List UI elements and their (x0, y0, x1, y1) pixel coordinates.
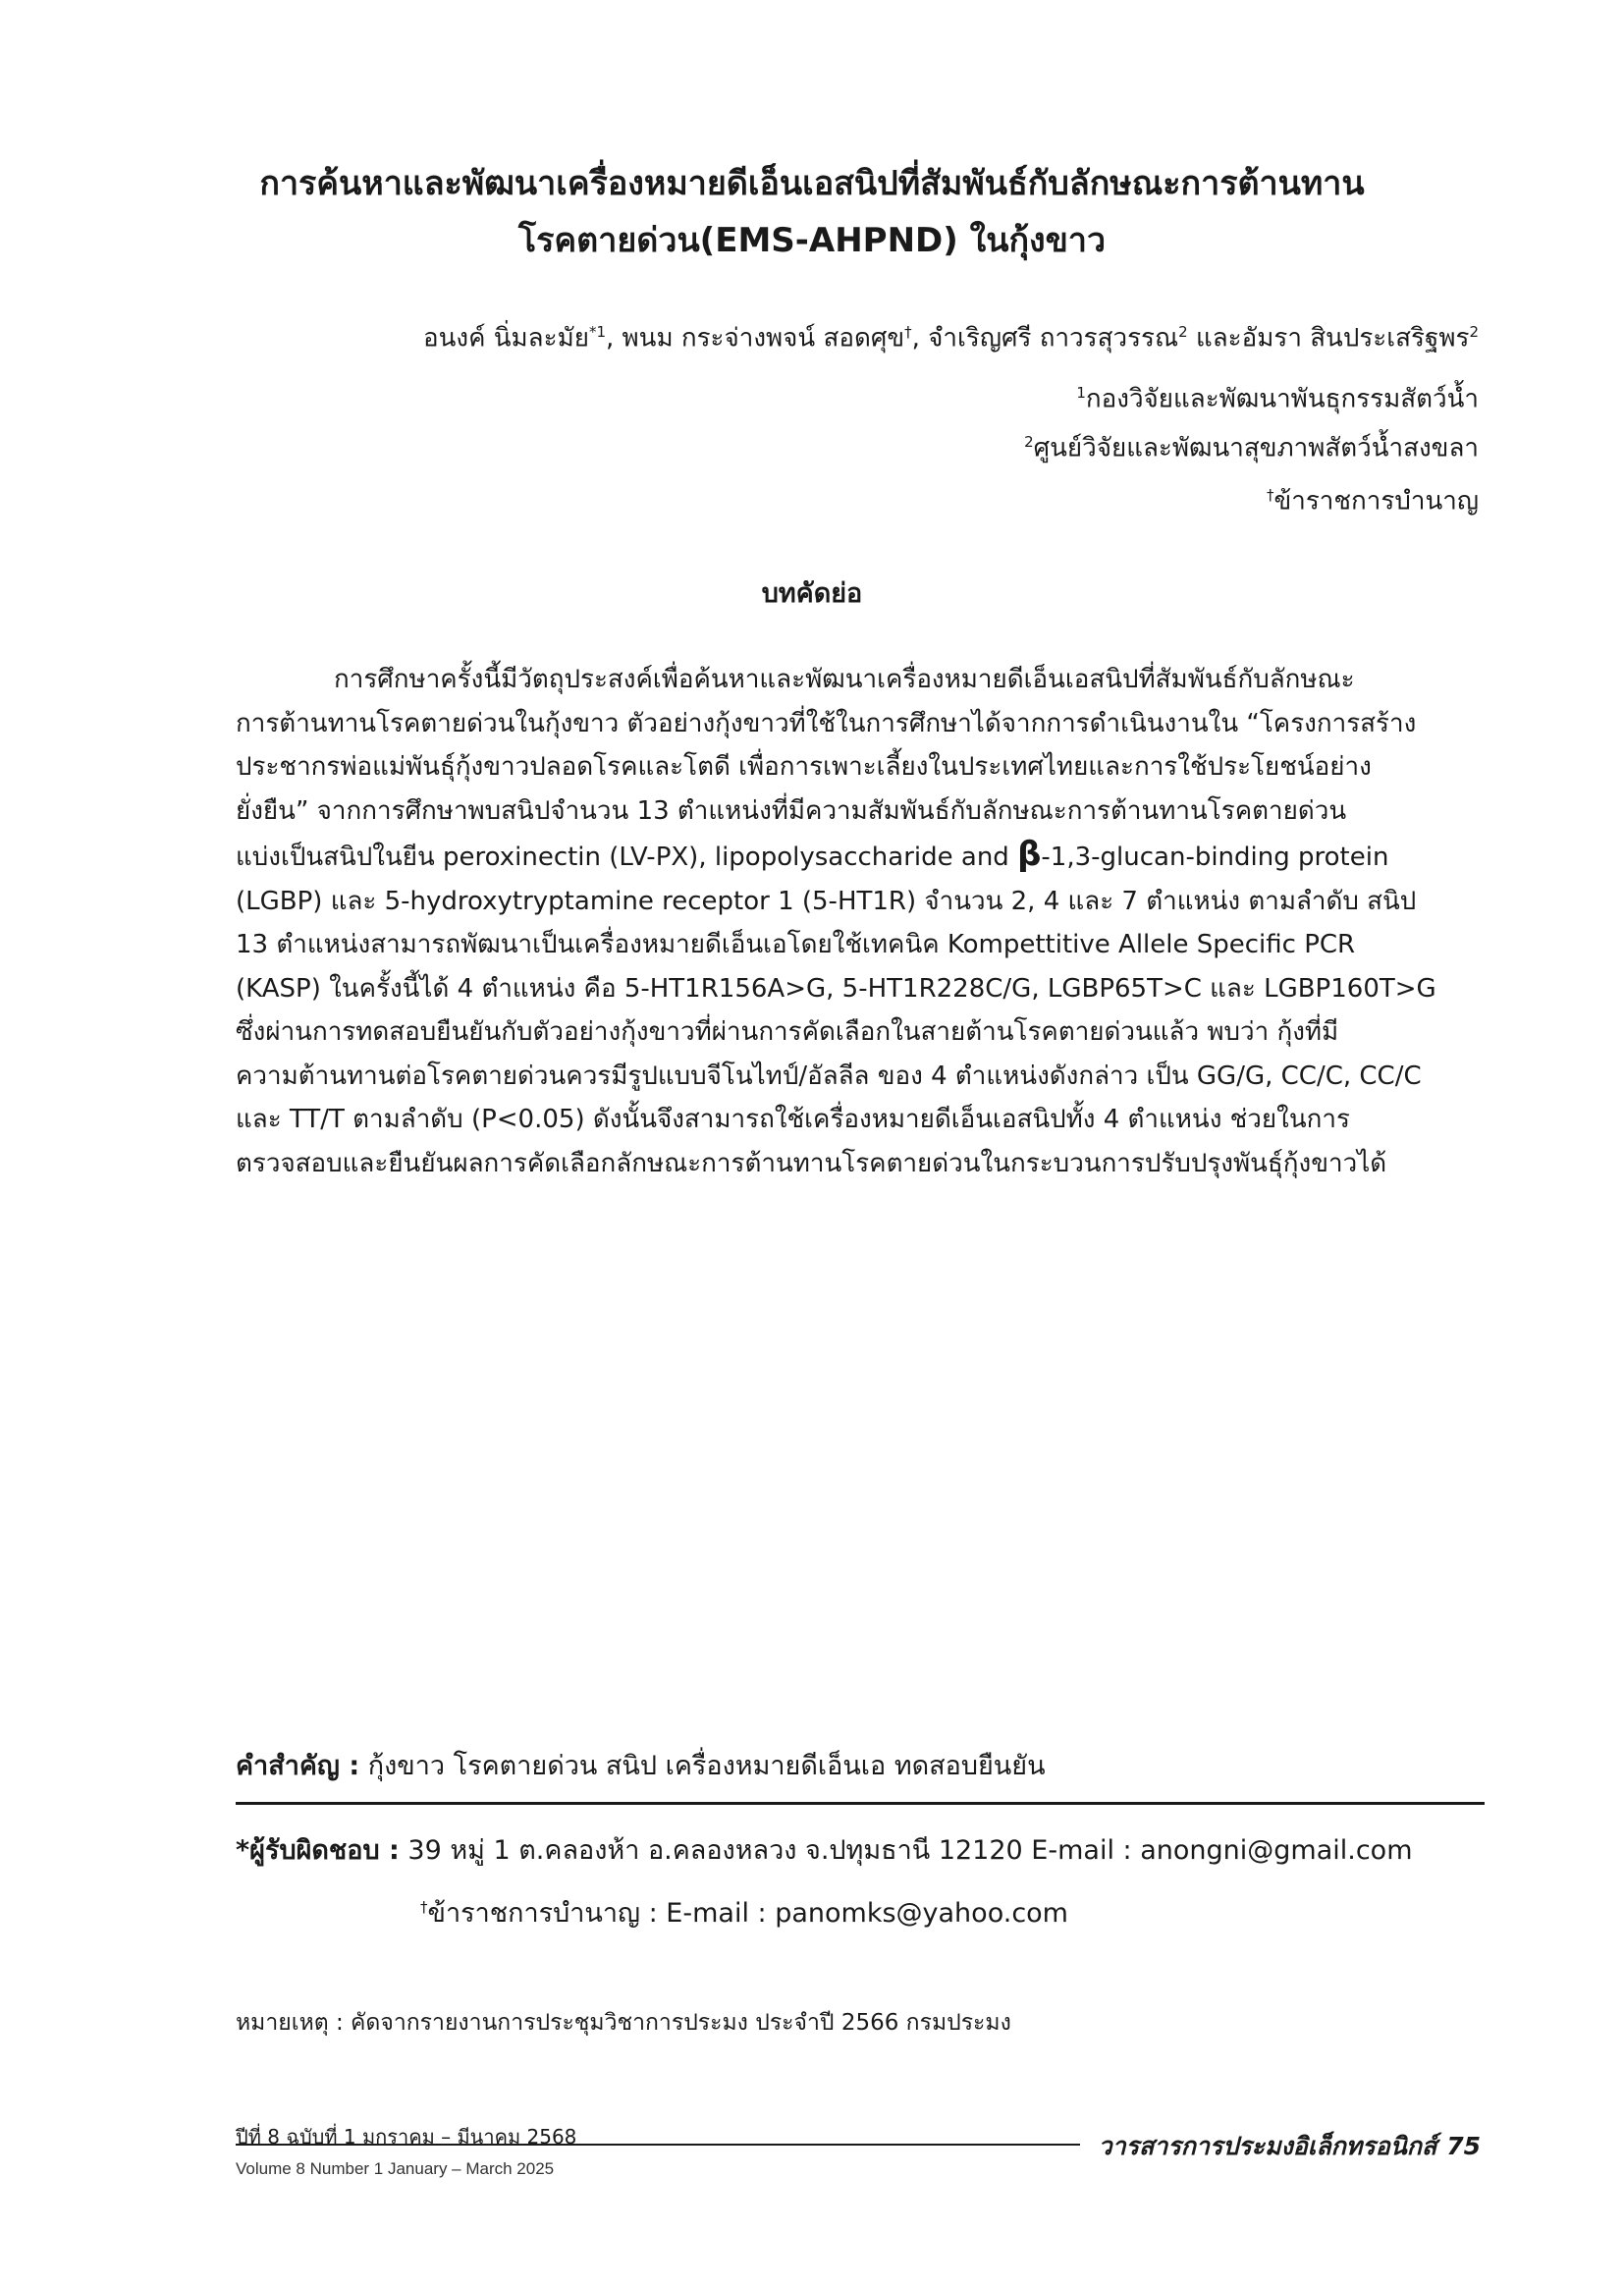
affiliation-mark: † (1266, 486, 1274, 504)
keywords-text: กุ้งขาว โรคตายด่วน สนิป เครื่องหมายดีเอ็นเอ ทดสอบยืนยัน (359, 1751, 1046, 1781)
affiliation-mark: 1 (1076, 384, 1086, 402)
author-affiliation-mark: † (904, 323, 912, 341)
journal-name: วารสารการประมงอิเล็กทรอนิกส์ (1098, 2132, 1437, 2160)
page-number: 75 (1446, 2132, 1481, 2160)
footer-issue-thai: ปีที่ 8 ฉบับที่ 1 มกราคม – มีนาคม 2568 (236, 2125, 577, 2149)
abstract-line: ประชากรพ่อแม่พันธุ์กุ้งขาวปลอดโรคและโตดี เพื่อการเพาะเลี้ยงในประเทศไทยและการใช้ประโยชน์อย่าง (236, 752, 1372, 782)
retired-official-contact (420, 1891, 1068, 1933)
dagger-mark: † (420, 1898, 428, 1916)
author-affiliation-mark: *1 (588, 323, 606, 341)
affiliation-mark: 2 (1024, 433, 1034, 451)
beta-symbol: β (1017, 835, 1042, 874)
footer-issue-english: Volume 8 Number 1 January – March 2025 (236, 2159, 555, 2178)
abstract-line: ความต้านทานต่อโรคตายด่วนควรมีรูปแบบจีโนไทป์/อัลลีล ของ 4 ตำแหน่งดังกล่าว เป็น GG/G, CC/C, CC/C (236, 1061, 1422, 1091)
affiliation-2 (1024, 422, 1479, 468)
author-name: อนงค์ นิ่มละมัย (423, 323, 589, 354)
corresponding-author (236, 1828, 1413, 1871)
abstract-text: แบ่งเป็นสนิปในยีน peroxinectin (LV-PX), lipopolysaccharide and (236, 843, 1018, 872)
author-affiliation-mark: 2 (1469, 323, 1479, 341)
abstract-line: และ TT/T ตามลำดับ (P<0.05) ดังนั้นจึงสามารถใช้เครื่องหมายดีเอ็นเอสนิปทั้ง 4 ตำแหน่ง ช่วยในการ (236, 1105, 1350, 1134)
abstract-line: (KASP) ในครั้งนี้ได้ 4 ตำแหน่ง คือ 5-HT1R156A>G, 5-HT1R228C/G, LGBP65T>C และ LGBP160T>G (236, 973, 1436, 1004)
abstract-line: การศึกษาครั้งนี้มีวัตถุประสงค์เพื่อค้นหาและพัฒนาเครื่องหมายดีเอ็นเอสนิปที่สัมพันธ์กับลักษณะ (334, 665, 1355, 694)
paper-title-line-1: การค้นหาและพัฒนาเครื่องหมายดีเอ็นเอสนิปที่สัมพันธ์กับลักษณะการต้านทาน (259, 164, 1365, 203)
abstract-line: ตรวจสอบและยืนยันผลการคัดเลือกลักษณะการต้านทานโรคตายด่วนในกระบวนการปรับปรุงพันธุ์กุ้งขาวได้ (236, 1148, 1387, 1178)
note: หมายเหตุ : คัดจากรายงานการประชุมวิชาการประมง ประจำปี 2566 กรมประมง (236, 2010, 1011, 2036)
paper-title-line-2: โรคตายด่วน(EMS-AHPND) ในกุ้งขาว (517, 221, 1107, 260)
keywords (236, 1744, 1046, 1786)
abstract-heading: บทคัดย่อ (761, 578, 863, 609)
footer-divider (236, 2144, 1080, 2146)
divider (236, 1802, 1485, 1805)
abstract-line: ซึ่งผ่านการทดสอบยืนยันกับตัวอย่างกุ้งขาวที่ผ่านการคัดเลือกในสายต้านโรคตายด่วนแล้ว พบว่า กุ้งที่มี (236, 1017, 1339, 1047)
corresponding-label: *ผู้รับผิดชอบ : (236, 1835, 400, 1866)
abstract-line (236, 833, 1487, 880)
author-conjunction: และ (1187, 323, 1242, 354)
footer-journal (1099, 2127, 1481, 2166)
abstract-line: ยั่งยืน” จากการศึกษาพบสนิปจำนวน 13 ตำแหน่งที่มีความสัมพันธ์กับลักษณะการต้านทานโรคตายด่วน (236, 795, 1347, 826)
abstract-line: การต้านทานโรคตายด่วนในกุ้งขาว ตัวอย่างกุ้งขาวที่ใช้ในการศึกษาได้จากการดำเนินงานใน “โครงการสร้าง (236, 708, 1417, 738)
affiliation-1 (1076, 373, 1479, 419)
author-separator: , (911, 323, 929, 354)
abstract-body (236, 658, 1487, 1185)
author-separator: , (606, 323, 623, 354)
affiliation-text: กองวิจัยและพัฒนาพันธุกรรมสัตว์น้ำ (1085, 384, 1479, 414)
author-name: พนม กระจ่างพจน์ สอดศุข (622, 323, 905, 354)
keywords-label: คำสำคัญ : (236, 1751, 360, 1781)
affiliation-3 (1267, 475, 1479, 521)
author-affiliation-mark: 2 (1178, 323, 1188, 341)
author-list (423, 312, 1479, 358)
author-name: จำเริญศรี ถาวรสุวรรณ (928, 323, 1179, 354)
affiliation-text: ข้าราชการบำนาญ (1273, 486, 1479, 517)
abstract-line: (LGBP) และ 5-hydroxytryptamine receptor 1 (5-HT1R) จำนวน 2, 4 และ 7 ตำแหน่ง ตามลำดับ สนิป (236, 886, 1417, 916)
author-name: อัมรา สินประเสริฐพร (1241, 323, 1470, 354)
affiliation-text: ศูนย์วิจัยและพัฒนาสุขภาพสัตว์น้ำสงขลา (1033, 433, 1479, 463)
abstract-text: -1,3-glucan-binding protein (1041, 843, 1389, 872)
retired-official-text: ข้าราชการบำนาญ : E-mail : panomks@yahoo.com (427, 1898, 1068, 1929)
corresponding-text: 39 หมู่ 1 ต.คลองห้า อ.คลองหลวง จ.ปทุมธานี 12120 E-mail : anongni@gmail.com (399, 1835, 1413, 1866)
abstract-line: 13 ตำแหน่งสามารถพัฒนาเป็นเครื่องหมายดีเอ็นเอโดยใช้เทคนิค Kompettitive Allele Specific PCR (236, 930, 1356, 959)
